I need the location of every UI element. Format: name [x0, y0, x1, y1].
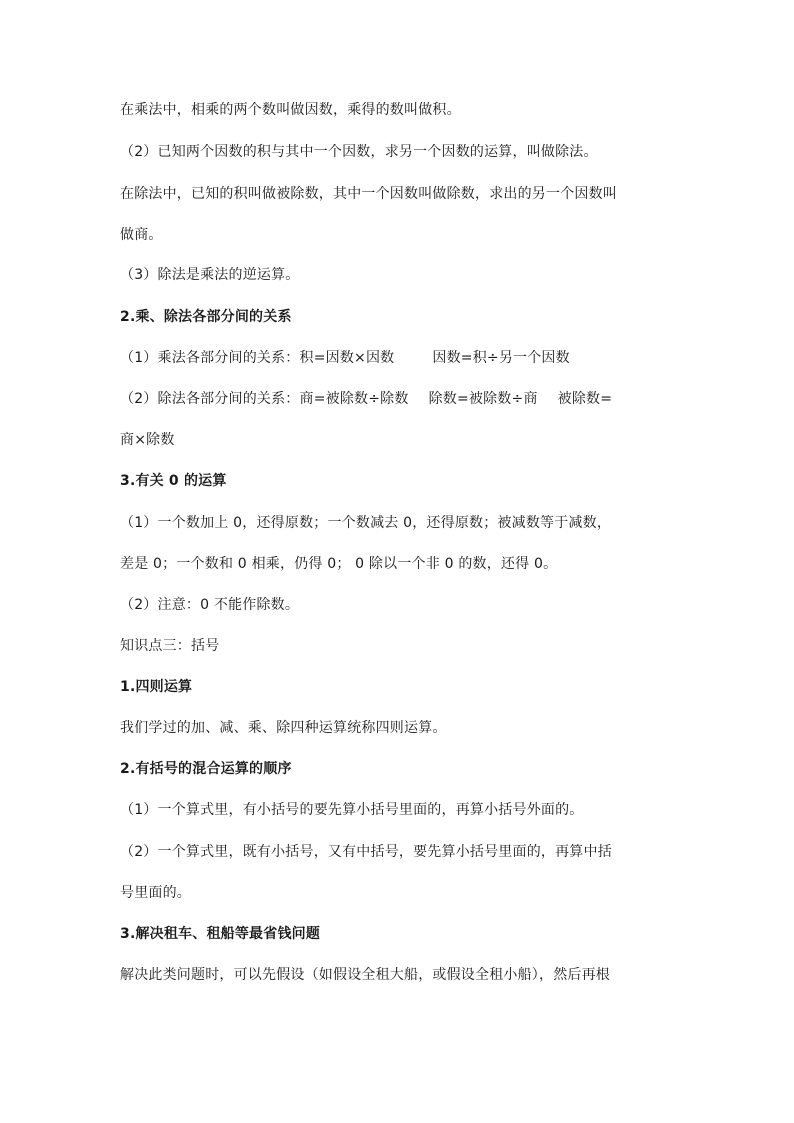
- section-heading: 2.乘、除法各部分间的关系: [120, 309, 292, 325]
- paragraph-line: 号里面的。: [120, 885, 191, 901]
- paragraph-line: （1）一个数加上 0，还得原数；一个数减去 0，还得原数；被减数等于减数，: [120, 515, 612, 531]
- paragraph-line: （1）一个算式里，有小括号的要先算小括号里面的，再算小括号外面的。: [120, 802, 584, 818]
- paragraph-line: 解决此类问题时，可以先假设（如假设全租大船，或假设全租小船），然后再根: [120, 967, 610, 983]
- formula-part: 除数=被除数÷商: [428, 391, 538, 407]
- formula-part: （2）除法各部分间的关系：商=被除数÷除数: [120, 391, 409, 407]
- formula-part: （1）乘法各部分间的关系：积=因数×因数: [120, 350, 395, 366]
- paragraph-line: 差是 0；一个数和 0 相乘，仍得 0； 0 除以一个非 0 的数，还得 0。: [120, 556, 558, 572]
- section-heading: 3.解决租车、租船等最省钱问题: [120, 926, 321, 942]
- paragraph-line: （2）已知两个因数的积与其中一个因数，求另一个因数的运算，叫做除法。: [120, 144, 598, 160]
- paragraph-line: 做商。: [120, 227, 163, 243]
- paragraph-line: 我们学过的加、减、乘、除四种运算统称四则运算。: [120, 720, 447, 736]
- topic-heading: 知识点三：括号: [120, 638, 220, 654]
- section-heading: 3.有关 0 的运算: [120, 473, 227, 489]
- paragraph-line: 在乘法中，相乘的两个数叫做因数，乘得的数叫做积。: [120, 102, 461, 118]
- paragraph-line: （3）除法是乘法的逆运算。: [120, 267, 300, 283]
- formula-line: 商×除数: [120, 432, 175, 448]
- paragraph-line: 在除法中，已知的积叫做被除数，其中一个因数叫做除数，求出的另一个因数叫: [120, 186, 617, 202]
- paragraph-line: （2）一个算式里，既有小括号，又有中括号，要先算小括号里面的，再算中括: [120, 844, 612, 860]
- paragraph-line: （2）注意：0 不能作除数。: [120, 597, 300, 613]
- formula-part: 被除数=: [557, 391, 613, 407]
- formula-line: [120, 348, 680, 368]
- formula-part: 因数=积÷另一个因数: [432, 350, 570, 366]
- formula-line: [120, 389, 680, 409]
- section-heading: 2.有括号的混合运算的顺序: [120, 761, 292, 777]
- section-heading: 1.四则运算: [120, 679, 193, 695]
